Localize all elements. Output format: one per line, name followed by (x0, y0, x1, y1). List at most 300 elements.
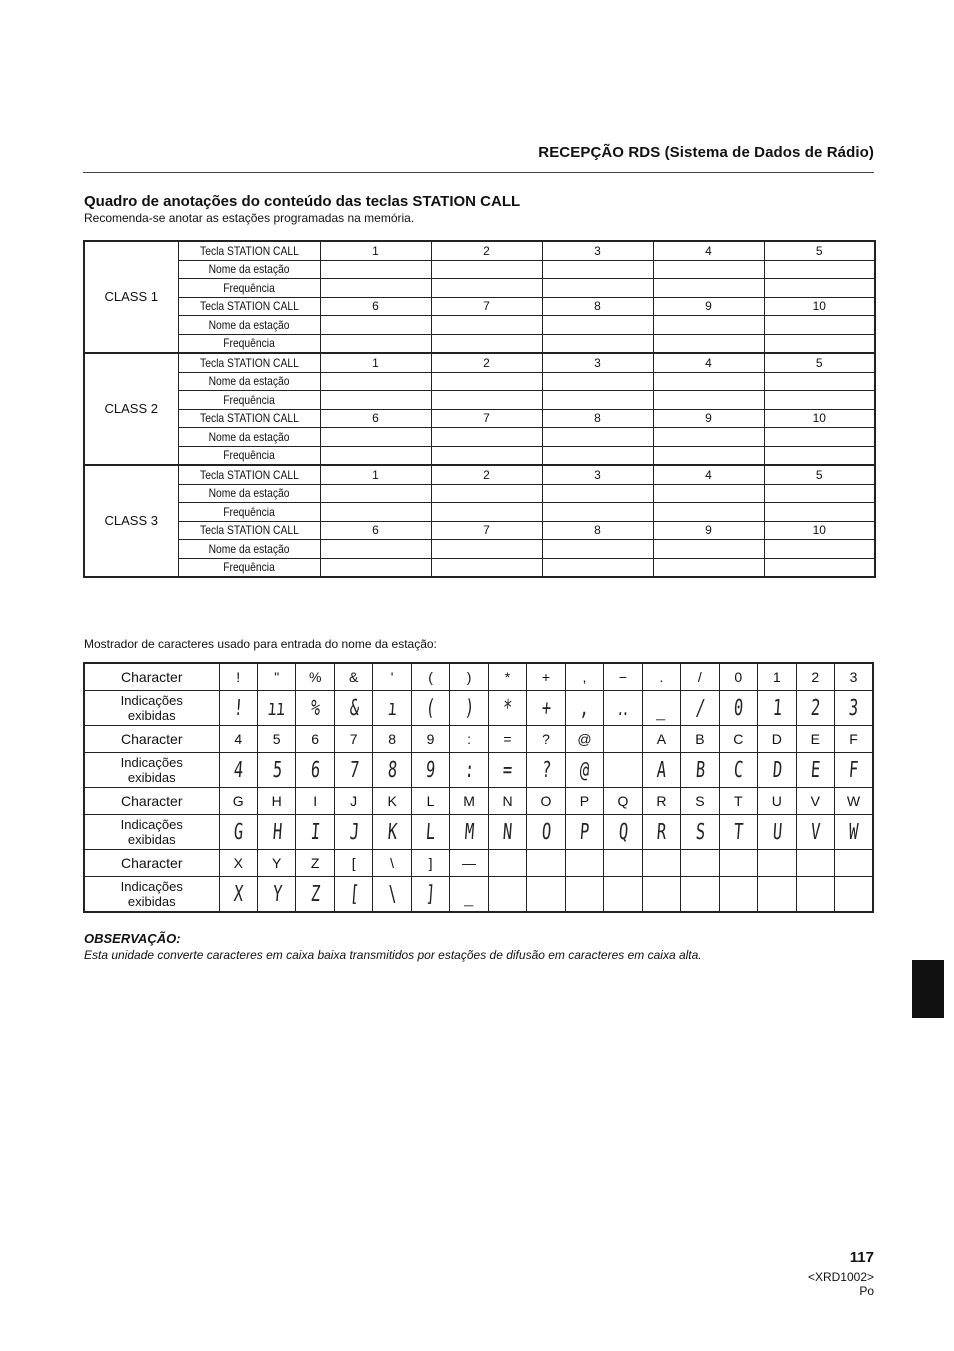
station-name-blank (653, 316, 764, 335)
memo-row (84, 428, 875, 447)
display-glyph-cell (681, 877, 719, 913)
memo-row-label-text: Frequência (223, 280, 275, 295)
frequency-blank (320, 558, 431, 577)
display-glyph-cell (219, 753, 257, 788)
class-label: CLASS 3 (84, 465, 178, 577)
frequency-blank (431, 558, 542, 577)
frequency-blank (542, 391, 653, 410)
page-number: 117 (849, 1249, 874, 1266)
observation-text: Esta unidade converte caracteres em caixa baixa transmitidos por estações de difusão em caracteres em caixa alta. (84, 948, 702, 962)
segment-glyph: U (771, 819, 783, 845)
station-call-key-number: 8 (542, 409, 653, 428)
segment-glyph: 5 (271, 757, 282, 783)
frequency-blank (764, 558, 875, 577)
character-row-header: Character (84, 850, 219, 877)
segment-glyph: ıı (267, 695, 287, 721)
memo-row (84, 391, 875, 410)
segment-glyph: A (656, 757, 667, 783)
station-name-blank (764, 428, 875, 447)
station-call-key-number: 4 (653, 353, 764, 372)
display-glyph-cell (758, 753, 796, 788)
frequency-blank (320, 391, 431, 410)
character-cell: G (219, 788, 257, 815)
display-glyph-cell (565, 753, 603, 788)
segment-glyph: S (694, 819, 706, 845)
station-call-key-number: 9 (653, 521, 764, 540)
display-row-header: Indicações exibidas (84, 691, 219, 726)
character-row (84, 663, 873, 691)
display-glyph-cell (488, 815, 526, 850)
segment-glyph: R (656, 819, 667, 845)
display-glyph-cell (373, 877, 411, 913)
station-call-key-number: 2 (431, 353, 542, 372)
segment-glyph: ) (463, 695, 475, 721)
station-name-blank (320, 260, 431, 279)
character-cell: 4 (219, 726, 257, 753)
station-call-key-number: 5 (764, 241, 875, 260)
character-cell: Z (296, 850, 334, 877)
station-name-blank (764, 540, 875, 559)
memo-row-label-text: Nome da estação (208, 541, 290, 556)
segment-glyph: ı (386, 695, 398, 721)
frequency-blank (542, 334, 653, 353)
frequency-blank (764, 503, 875, 522)
section-tab-marker (912, 960, 944, 1018)
character-cell: A (642, 726, 680, 753)
segment-glyph: I (309, 819, 321, 845)
memo-row-label (178, 279, 320, 298)
memo-row (84, 334, 875, 353)
memo-row-label (178, 428, 320, 447)
memo-row-label-text: Tecla STATION CALL (199, 411, 299, 426)
display-glyph-cell (642, 691, 680, 726)
station-call-key-number: 2 (431, 465, 542, 484)
character-cell: 7 (334, 726, 372, 753)
memo-section-title: Quadro de anotações do conteúdo das teclas STATION CALL (84, 193, 521, 210)
segment-glyph: G (233, 819, 244, 845)
display-row-header: Indicações exibidas (84, 753, 219, 788)
display-glyph-cell (527, 877, 565, 913)
frequency-blank (320, 503, 431, 522)
station-name-blank (764, 372, 875, 391)
station-call-key-number: 8 (542, 297, 653, 316)
character-cell (565, 850, 603, 877)
character-cell: 5 (257, 726, 295, 753)
station-name-blank (431, 260, 542, 279)
segment-glyph: : (463, 757, 475, 783)
character-cell: R (642, 788, 680, 815)
display-glyph-cell (296, 877, 334, 913)
character-cell: T (719, 788, 757, 815)
display-glyph-cell (681, 753, 719, 788)
display-glyph-cell (411, 877, 449, 913)
character-cell: ( (411, 663, 449, 691)
display-glyph-cell (604, 877, 642, 913)
memo-row-label-text: Tecla STATION CALL (199, 523, 299, 538)
segment-glyph: V (810, 819, 821, 845)
display-glyph-cell (334, 815, 372, 850)
memo-row-label-text: Nome da estação (208, 262, 290, 277)
segment-glyph: F (848, 757, 859, 783)
station-name-blank (320, 484, 431, 503)
character-row (84, 788, 873, 815)
display-glyph-cell (334, 877, 372, 913)
character-cell: 3 (835, 663, 874, 691)
character-row (84, 850, 873, 877)
station-name-blank (431, 372, 542, 391)
station-name-blank (764, 484, 875, 503)
display-glyph-cell (488, 877, 526, 913)
memo-row-label (178, 465, 320, 484)
segment-glyph: B (694, 757, 706, 783)
station-call-key-number: 2 (431, 241, 542, 260)
display-glyph-cell (796, 691, 834, 726)
station-call-key-number: 7 (431, 409, 542, 428)
frequency-blank (542, 446, 653, 465)
display-glyph-cell (796, 815, 834, 850)
display-glyph-cell (835, 753, 874, 788)
character-cell: + (527, 663, 565, 691)
memo-row (84, 465, 875, 484)
station-call-key-number: 1 (320, 353, 431, 372)
memo-row-label-text: Tecla STATION CALL (199, 355, 299, 370)
memo-row (84, 260, 875, 279)
display-row (84, 753, 873, 788)
memo-row-label (178, 353, 320, 372)
memo-row (84, 297, 875, 316)
station-name-blank (431, 484, 542, 503)
character-cell: C (719, 726, 757, 753)
frequency-blank (431, 334, 542, 353)
frequency-blank (320, 334, 431, 353)
station-call-key-number: 6 (320, 521, 431, 540)
segment-glyph: , (579, 695, 590, 721)
station-call-key-number: 9 (653, 297, 764, 316)
memo-row-label (178, 446, 320, 465)
station-call-key-number: 7 (431, 297, 542, 316)
character-cell: [ (334, 850, 372, 877)
character-cell: I (296, 788, 334, 815)
character-cell: @ (565, 726, 603, 753)
station-call-key-number: 1 (320, 241, 431, 260)
memo-row-label-text: Frequência (223, 504, 275, 519)
display-glyph-cell (373, 753, 411, 788)
memo-row-label-text: Nome da estação (208, 486, 290, 501)
character-cell: E (796, 726, 834, 753)
character-cell (604, 726, 642, 753)
display-row-header: Indicações exibidas (84, 815, 219, 850)
display-glyph-cell (488, 753, 526, 788)
frequency-blank (653, 503, 764, 522)
memo-row-label-text: Frequência (223, 560, 275, 575)
segment-glyph: % (309, 695, 321, 721)
display-glyph-cell (835, 877, 874, 913)
memo-row (84, 558, 875, 577)
display-glyph-cell (642, 753, 680, 788)
frequency-blank (653, 391, 764, 410)
display-glyph-cell (296, 691, 334, 726)
memo-section-subtitle: Recomenda-se anotar as estações programadas na memória. (84, 211, 415, 225)
display-glyph-cell (450, 753, 488, 788)
station-call-key-number: 10 (764, 521, 875, 540)
segment-glyph: W (848, 819, 859, 845)
station-call-key-number: 3 (542, 241, 653, 260)
display-glyph-cell (527, 753, 565, 788)
character-cell: . (642, 663, 680, 691)
character-cell: H (257, 788, 295, 815)
station-name-blank (542, 428, 653, 447)
character-cell (835, 850, 874, 877)
character-cell: L (411, 788, 449, 815)
character-row-header: Character (84, 663, 219, 691)
display-glyph-cell (373, 815, 411, 850)
station-name-blank (431, 316, 542, 335)
character-cell: & (334, 663, 372, 691)
character-cell: 8 (373, 726, 411, 753)
display-glyph-cell (450, 815, 488, 850)
display-glyph-cell (565, 691, 603, 726)
display-glyph-cell (642, 815, 680, 850)
display-glyph-cell (219, 877, 257, 913)
character-cell: % (296, 663, 334, 691)
character-cell: ! (219, 663, 257, 691)
memo-row-label-text: Frequência (223, 392, 275, 407)
station-call-key-number: 4 (653, 465, 764, 484)
display-glyph-cell (257, 753, 295, 788)
display-glyph-cell (719, 815, 757, 850)
memo-row-label-text: Frequência (223, 448, 275, 463)
character-display-table (83, 662, 874, 913)
station-call-key-number: 6 (320, 409, 431, 428)
segment-glyph: 4 (233, 757, 244, 783)
display-row (84, 877, 873, 913)
segment-glyph: 2 (810, 695, 821, 721)
display-glyph-cell (296, 753, 334, 788)
station-call-key-number: 3 (542, 465, 653, 484)
character-cell: 9 (411, 726, 449, 753)
memo-row-label (178, 484, 320, 503)
character-cell: / (681, 663, 719, 691)
display-glyph-cell (257, 877, 295, 913)
memo-row-label-text: Tecla STATION CALL (199, 243, 299, 258)
display-glyph-cell (527, 815, 565, 850)
frequency-blank (764, 391, 875, 410)
station-name-blank (653, 540, 764, 559)
memo-row (84, 521, 875, 540)
station-name-blank (653, 428, 764, 447)
display-glyph-cell (411, 815, 449, 850)
segment-glyph: X (233, 881, 244, 907)
display-glyph-cell (411, 691, 449, 726)
display-glyph-cell (373, 691, 411, 726)
character-cell: M (450, 788, 488, 815)
station-call-key-number: 10 (764, 297, 875, 316)
station-call-key-number: 4 (653, 241, 764, 260)
segment-glyph: \ (386, 881, 398, 907)
memo-row-label-text: Tecla STATION CALL (199, 299, 299, 314)
frequency-blank (653, 558, 764, 577)
segment-glyph: _ (463, 881, 475, 907)
character-cell: \ (373, 850, 411, 877)
segment-glyph: J (348, 819, 359, 845)
frequency-blank (653, 279, 764, 298)
character-cell: K (373, 788, 411, 815)
character-cell: = (488, 726, 526, 753)
observation-title: OBSERVAÇÃO: (84, 931, 181, 946)
character-cell: P (565, 788, 603, 815)
frequency-blank (431, 446, 542, 465)
segment-glyph: E (810, 757, 821, 783)
display-glyph-cell (296, 815, 334, 850)
memo-row-label (178, 558, 320, 577)
segment-glyph: & (348, 695, 359, 721)
character-cell: Y (257, 850, 295, 877)
character-cell: V (796, 788, 834, 815)
station-call-key-number: 9 (653, 409, 764, 428)
segment-glyph: M (463, 819, 475, 845)
frequency-blank (542, 279, 653, 298)
character-cell: S (681, 788, 719, 815)
display-glyph-cell (758, 815, 796, 850)
station-name-blank (320, 372, 431, 391)
character-cell: ] (411, 850, 449, 877)
frequency-blank (653, 446, 764, 465)
memo-row (84, 409, 875, 428)
memo-row-label (178, 409, 320, 428)
display-glyph-cell (334, 753, 372, 788)
frequency-blank (542, 503, 653, 522)
memo-row-label (178, 540, 320, 559)
segment-glyph: ( (425, 695, 436, 721)
station-name-blank (542, 484, 653, 503)
memo-row (84, 540, 875, 559)
memo-row-label-text: Frequência (223, 336, 275, 351)
character-row (84, 726, 873, 753)
station-name-blank (653, 260, 764, 279)
segment-glyph: 9 (425, 757, 436, 783)
character-cell: , (565, 663, 603, 691)
segment-glyph: ! (233, 695, 244, 721)
segment-glyph: 7 (348, 757, 359, 783)
memo-row-label (178, 260, 320, 279)
character-cell: : (450, 726, 488, 753)
character-cell: 6 (296, 726, 334, 753)
character-cell (796, 850, 834, 877)
language-code: Po (859, 1284, 874, 1298)
station-call-key-number: 3 (542, 353, 653, 372)
display-row (84, 691, 873, 726)
frequency-blank (764, 334, 875, 353)
display-glyph-cell (681, 815, 719, 850)
station-name-blank (764, 316, 875, 335)
character-cell: U (758, 788, 796, 815)
document-code: <XRD1002> (807, 1270, 874, 1284)
memo-row-label-text: Nome da estação (208, 317, 290, 332)
display-glyph-cell (642, 877, 680, 913)
station-name-blank (542, 260, 653, 279)
character-cell: D (758, 726, 796, 753)
character-cell: J (334, 788, 372, 815)
display-glyph-cell (719, 691, 757, 726)
character-cell (681, 850, 719, 877)
memo-row-label (178, 334, 320, 353)
display-glyph-cell (604, 815, 642, 850)
memo-row (84, 503, 875, 522)
display-glyph-cell (219, 815, 257, 850)
character-cell: N (488, 788, 526, 815)
segment-glyph: ‥ (617, 695, 629, 721)
character-cell (719, 850, 757, 877)
display-glyph-cell (604, 753, 642, 788)
class-label: CLASS 1 (84, 241, 178, 353)
frequency-blank (764, 446, 875, 465)
character-cell: F (835, 726, 874, 753)
character-cell: 1 (758, 663, 796, 691)
segment-glyph: 3 (848, 695, 859, 721)
character-cell (642, 850, 680, 877)
memo-row-label-text: Tecla STATION CALL (199, 467, 299, 482)
segment-glyph: _ (656, 695, 667, 721)
display-glyph-cell (527, 691, 565, 726)
display-glyph-cell (334, 691, 372, 726)
segment-glyph: / (694, 695, 706, 721)
station-name-blank (431, 540, 542, 559)
memo-row (84, 316, 875, 335)
memo-row (84, 279, 875, 298)
display-glyph-cell (835, 691, 874, 726)
character-cell: X (219, 850, 257, 877)
character-cell: * (488, 663, 526, 691)
character-cell: ? (527, 726, 565, 753)
station-name-blank (542, 540, 653, 559)
character-cell: — (450, 850, 488, 877)
memo-row (84, 241, 875, 260)
segment-glyph: 1 (771, 695, 783, 721)
segment-glyph: O (540, 819, 552, 845)
frequency-blank (431, 503, 542, 522)
memo-row-label-text: Nome da estação (208, 429, 290, 444)
memo-row (84, 372, 875, 391)
display-glyph-cell (796, 877, 834, 913)
character-cell (488, 850, 526, 877)
display-glyph-cell (719, 877, 757, 913)
station-call-key-number: 5 (764, 465, 875, 484)
char-display-caption: Mostrador de caracteres usado para entrada do nome da estação: (84, 637, 437, 651)
character-cell: O (527, 788, 565, 815)
frequency-blank (320, 279, 431, 298)
memo-row-label (178, 521, 320, 540)
segment-glyph: D (771, 757, 783, 783)
segment-glyph: L (425, 819, 436, 845)
display-glyph-cell (450, 877, 488, 913)
character-cell (758, 850, 796, 877)
display-glyph-cell (565, 815, 603, 850)
character-cell: − (604, 663, 642, 691)
segment-glyph: H (271, 819, 282, 845)
memo-row-label (178, 391, 320, 410)
station-name-blank (542, 372, 653, 391)
memo-row-label (178, 503, 320, 522)
frequency-blank (764, 279, 875, 298)
memo-row-label (178, 316, 320, 335)
character-cell (527, 850, 565, 877)
display-glyph-cell (758, 877, 796, 913)
segment-glyph: T (733, 819, 744, 845)
display-glyph-cell (796, 753, 834, 788)
character-cell: B (681, 726, 719, 753)
character-cell: " (257, 663, 295, 691)
display-glyph-cell (257, 815, 295, 850)
